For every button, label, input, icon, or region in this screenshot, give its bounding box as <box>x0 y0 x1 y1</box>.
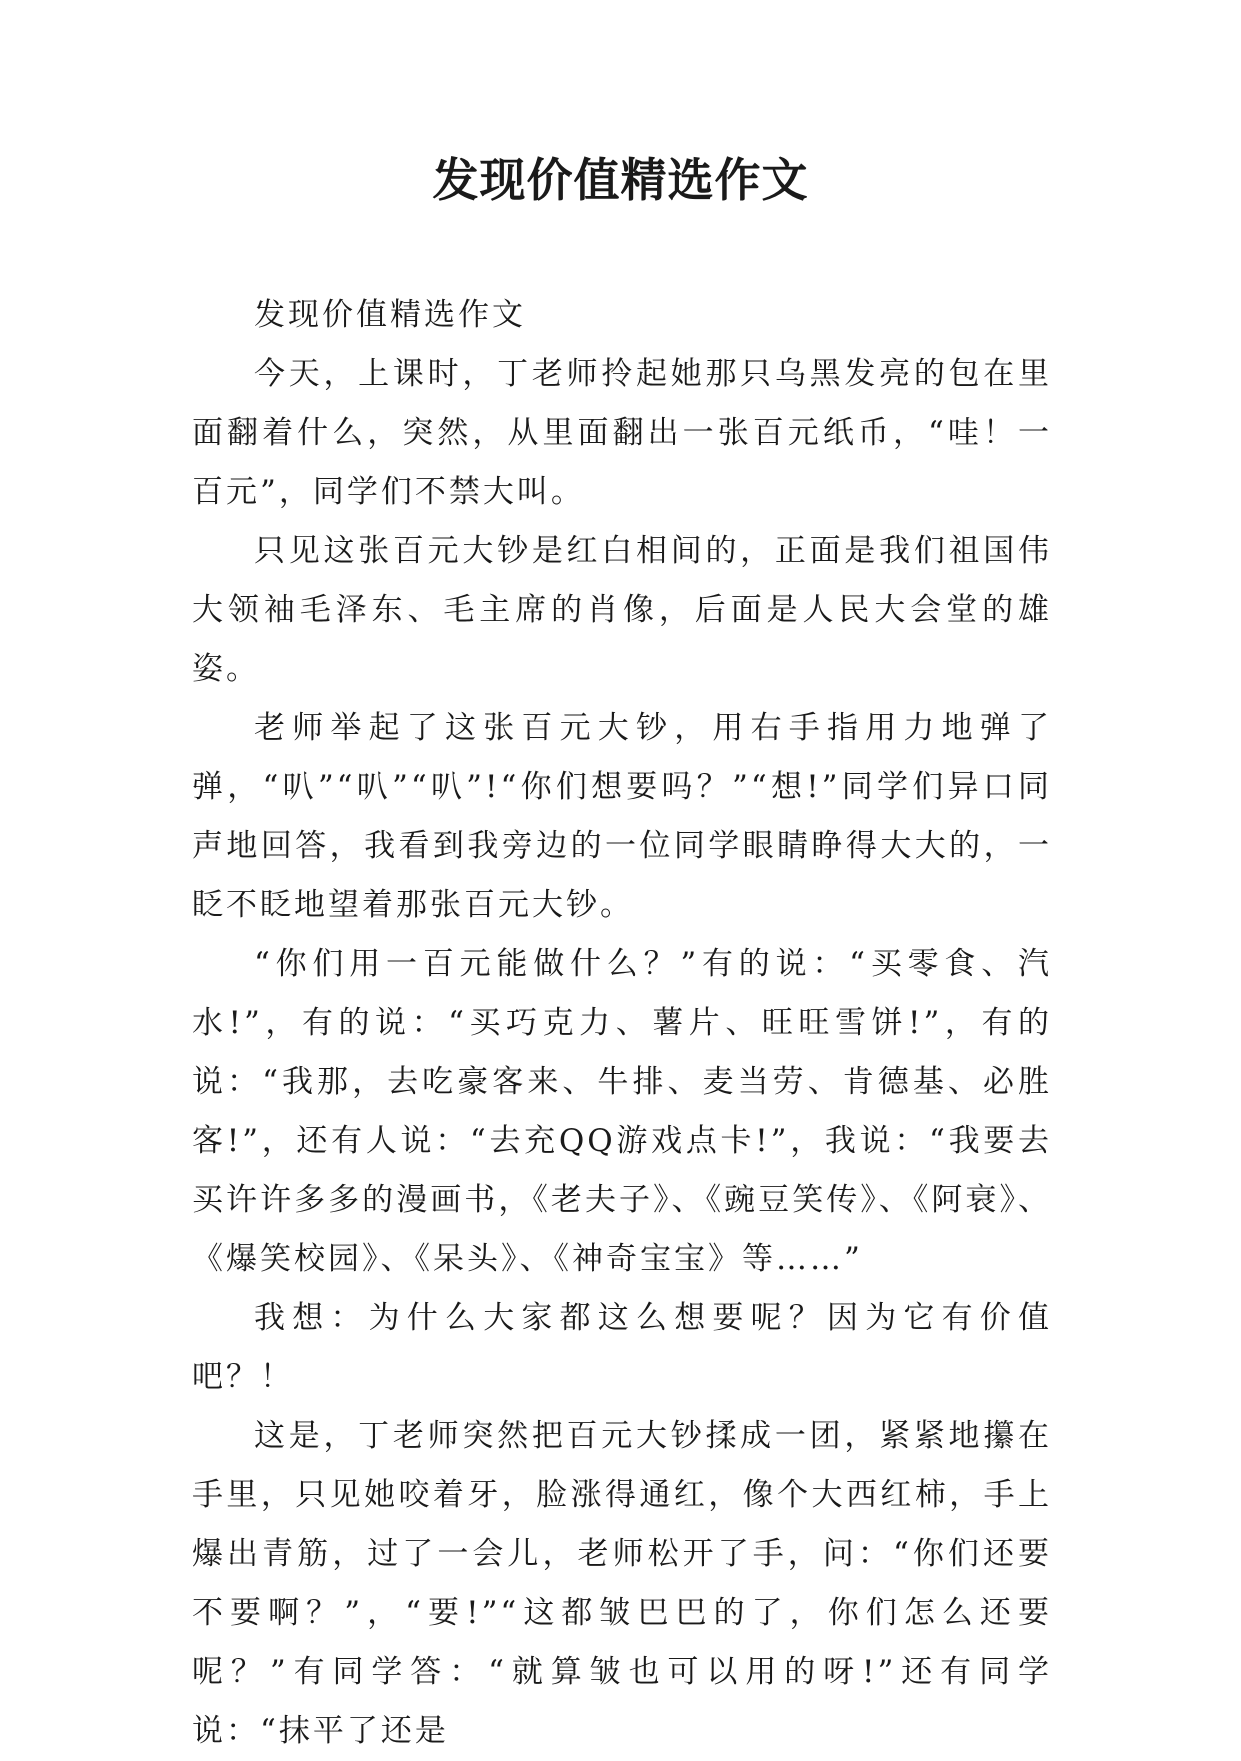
paragraph: “你们用一百元能做什么？”有的说：“买零食、汽水!”，有的说：“买巧克力、薯片、旺旺雪饼!”，有的说：“我那，去吃豪客来、牛排、麦当劳、肯德基、必胜客!”，还有人说：“去充QQ游戏点卡!”，我说：“我要去买许许多多的漫画书，《老夫子》、《豌豆笑传》、《阿衰》、《爆笑校园》、《呆头》、《神奇宝宝》等……” <box>192 946 1052 1277</box>
document-body <box>192 286 1052 1761</box>
paragraph: 这是，丁老师突然把百元大钞揉成一团，紧紧地攥在手里，只见她咬着牙，脸涨得通红，像个大西红柿，手上爆出青筋，过了一会儿，老师松开了手，问：“你们还要不要啊？”，“要!”“这都皱巴巴的了，你们怎么还要呢？”有同学答：“就算皱也可以用的呀!”还有同学说：“抹平了还是 <box>192 1418 1052 1749</box>
paragraph: 我想：为什么大家都这么想要呢？因为它有价值吧？！ <box>192 1300 1052 1395</box>
document-title: 发现价值精选作文 <box>432 153 809 207</box>
paragraph: 老师举起了这张百元大钞，用右手指用力地弹了弹，“叭”“叭”“叭”!“你们想要吗？”“想!”同学们异口同声地回答，我看到我旁边的一位同学眼睛睁得大大的，一眨不眨地望着那张百元大钞。 <box>192 710 1052 923</box>
paragraph: 今天，上课时，丁老师拎起她那只乌黑发亮的包在里面翻着什么，突然，从里面翻出一张百元纸币，“哇！一百元”，同学们不禁大叫。 <box>192 356 1052 510</box>
paragraph-subtitle: 发现价值精选作文 <box>254 297 526 333</box>
paragraph: 只见这张百元大钞是红白相间的，正面是我们祖国伟大领袖毛泽东、毛主席的肖像，后面是人民大会堂的雄姿。 <box>192 533 1052 687</box>
